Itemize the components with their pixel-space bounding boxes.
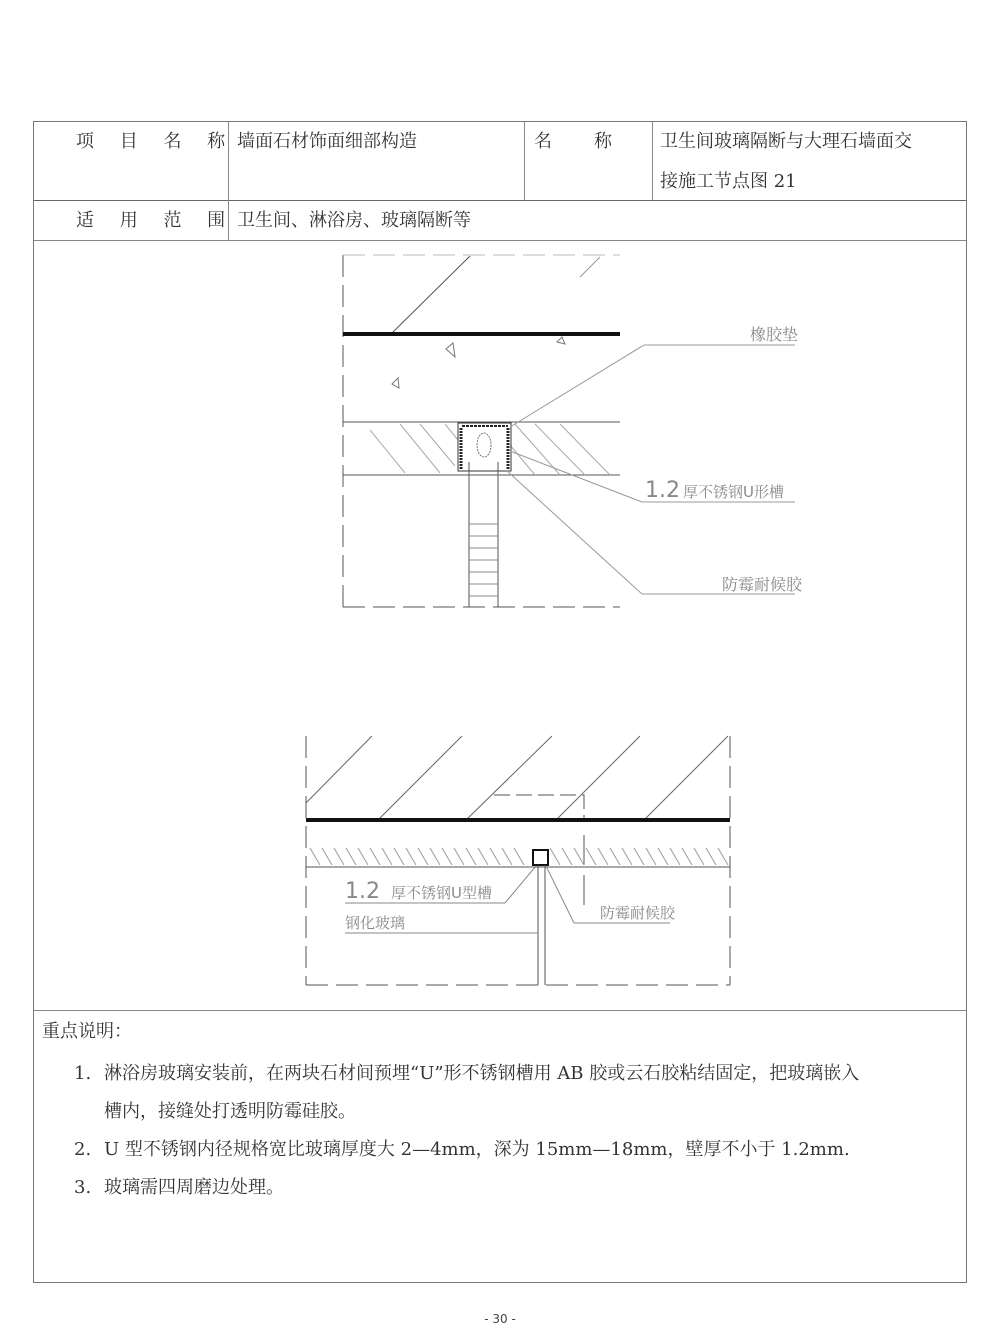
drawing-name-line2: 接施工节点图 21	[660, 171, 797, 192]
project-name-value: 墙面石材饰面细部构造	[237, 131, 417, 152]
label-rubber-pad: 橡胶垫	[750, 325, 799, 344]
scope-label: 适 用 范 围	[76, 210, 236, 231]
note-number: 2.	[74, 1139, 92, 1160]
note-number: 3.	[74, 1177, 92, 1198]
label-u-channel-thickness: 1.2	[645, 478, 680, 503]
note-text: U 型不锈钢内径规格宽比玻璃厚度大 2—4mm，深为 15mm—18mm，壁厚不小于 1.2mm.	[104, 1139, 850, 1160]
note-text: 淋浴房玻璃安装前，在两块石材间预埋“U”形不锈钢槽用 AB 胶或云石胶粘结固定，把玻璃嵌入	[104, 1063, 860, 1084]
drawing-name-line1: 卫生间玻璃隔断与大理石墙面交	[660, 131, 912, 152]
note-item-1-cont: 槽内，接缝处打透明防霉硅胶。	[104, 1101, 356, 1122]
name-label-part2: 称	[594, 131, 612, 152]
project-name-label: 项 目 名 称	[76, 131, 236, 152]
notes-title: 重点说明：	[42, 1021, 132, 1042]
note-text: 玻璃需四周磨边处理。	[104, 1177, 284, 1198]
label-sealant: 防霉耐候胶	[722, 575, 803, 594]
scope-value: 卫生间、淋浴房、玻璃隔断等	[237, 210, 471, 231]
label-tempered-glass: 钢化玻璃	[345, 914, 406, 932]
page-number: - 30 -	[484, 1312, 516, 1326]
name-label-part1: 名	[534, 131, 552, 152]
label-sealant: 防霉耐候胶	[600, 904, 676, 922]
label-u-channel: 厚不锈钢U型槽	[391, 884, 492, 902]
label-u-channel-thickness: 1.2	[345, 879, 380, 904]
label-u-channel: 厚不锈钢U形槽	[683, 483, 784, 501]
note-number: 1.	[74, 1063, 92, 1084]
